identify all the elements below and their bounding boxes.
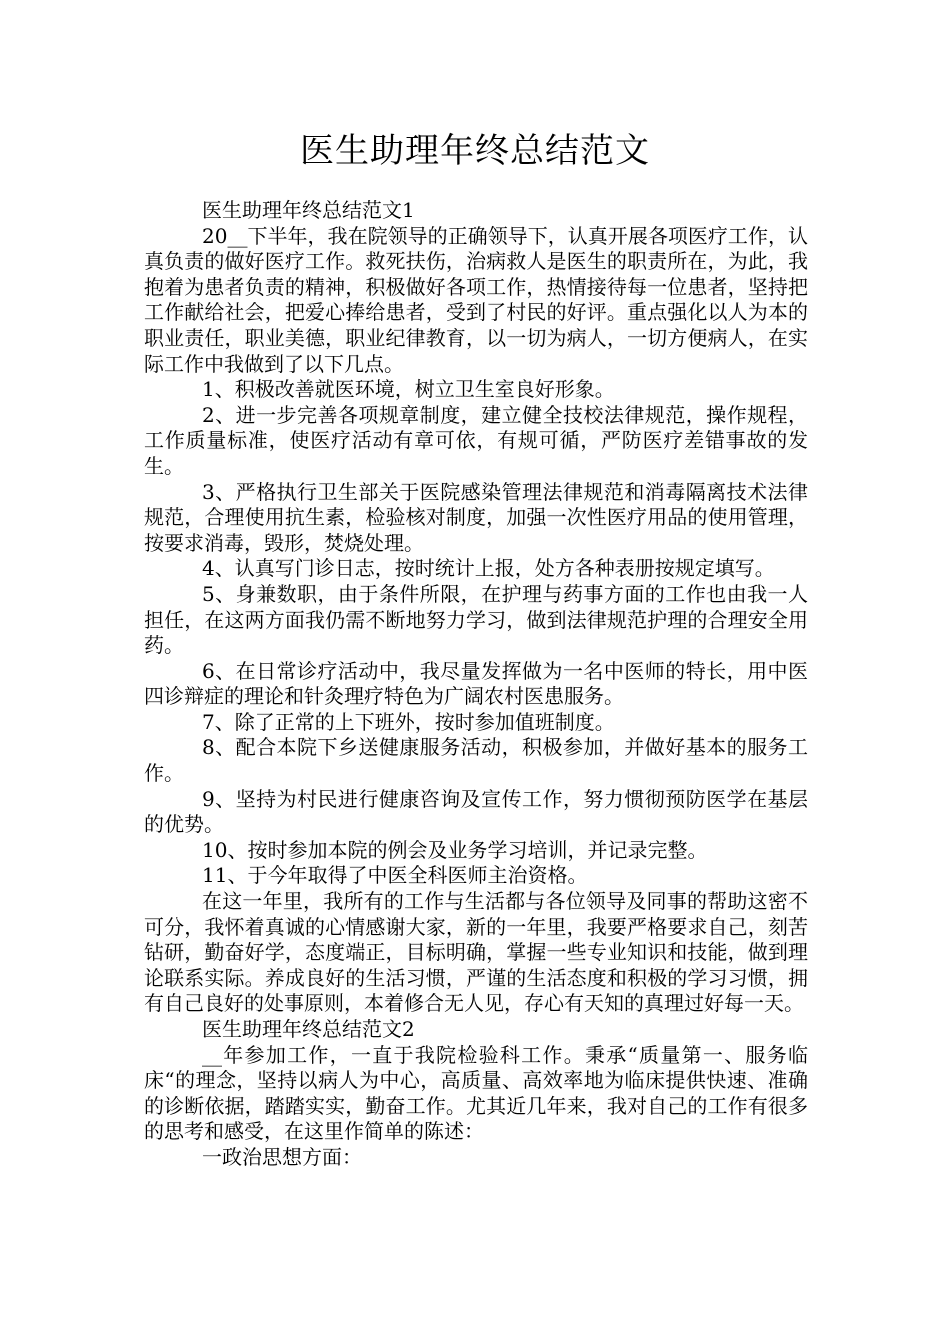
list-item: 5、身兼数职，由于条件所限，在护理与药事方面的工作也由我一人担任，在这两方面我仍需不断地努力学习，做到法律规范护理的合理安全用药。 <box>144 581 808 658</box>
list-item: 2、进一步完善各项规章制度，建立健全技校法律规范，操作规程，工作质量标准，使医疗活动有章可依，有规可循，严防医疗差错事故的发生。 <box>144 402 808 478</box>
document-body <box>144 198 808 1171</box>
section-heading-1: 医生助理年终总结范文1 <box>202 198 415 222</box>
list-item: 8、配合本院下乡送健康服务活动，积极参加，并做好基本的服务工作。 <box>144 735 808 786</box>
document-title: 医生助理年终总结范文 <box>300 131 650 171</box>
list-item: 10、按时参加本院的例会及业务学习培训，并记录完整。 <box>202 837 708 862</box>
list-item: 7、除了正常的上下班外，按时参加值班制度。 <box>202 709 615 734</box>
list-item: 11、于今年取得了中医全科医师主治资格。 <box>202 863 588 888</box>
list-item: 1、积极改善就医环境，树立卫生室良好形象。 <box>202 377 615 402</box>
paragraph-intro: 20__下半年，我在院领导的正确领导下，认真开展各项医疗工作，认真负责的做好医疗工作。救死扶伤，治病救人是医生的职责所在，为此，我抱着为患者负责的精神，积极做好各项工作，热情接待每一位患者，坚持把工作献给社会，把爱心捧给患者，受到了村民的好评。重点强化以人为本的职业责任，职业美德，职业纪律教育，以一切为病人，一切方便病人，在实际工作中我做到了以下几点。 <box>144 223 808 376</box>
subsection-heading: 一政治思想方面： <box>202 1144 362 1169</box>
list-item: 6、在日常诊疗活动中，我尽量发挥做为一名中医师的特长，用中医四诊辩症的理论和针灸理疗特色为广阔农村医患服务。 <box>144 658 808 709</box>
paragraph-conclusion: 在这一年里，我所有的工作与生活都与各位领导及同事的帮助这密不可分，我怀着真诚的心情感谢大家，新的一年里，我要严格要求自己，刻苦钻研，勤奋好学，态度端正，目标明确，掌握一些专业知识和技能，做到理论联系实际。养成良好的生活习惯，严谨的生活态度和积极的学习习惯，拥有自己良好的处事原则，本着修合无人见，存心有天知的真理过好每一天。 <box>144 889 808 1016</box>
list-item: 4、认真写门诊日志，按时统计上报，处方各种表册按规定填写。 <box>202 556 775 581</box>
list-item: 9、坚持为村民进行健康咨询及宣传工作，努力惯彻预防医学在基层的优势。 <box>144 786 808 837</box>
paragraph-intro-2: __年参加工作，一直于我院检验科工作。秉承“质量第一、服务临床“的理念，坚持以病人为中心，高质量、高效率地为临床提供快速、准确的诊断依据，踏踏实实，勤奋工作。尤其近几年来，我对自己的工作有很多的思考和感受，在这里作简单的陈述： <box>144 1042 808 1144</box>
section-heading-2: 医生助理年终总结范文2 <box>202 1017 415 1041</box>
list-item: 3、严格执行卫生部关于医院感染管理法律规范和消毒隔离技术法律规范，合理使用抗生素，检验核对制度，加强一次性医疗用品的使用管理，按要求消毒，毁形，焚烧处理。 <box>144 479 808 555</box>
